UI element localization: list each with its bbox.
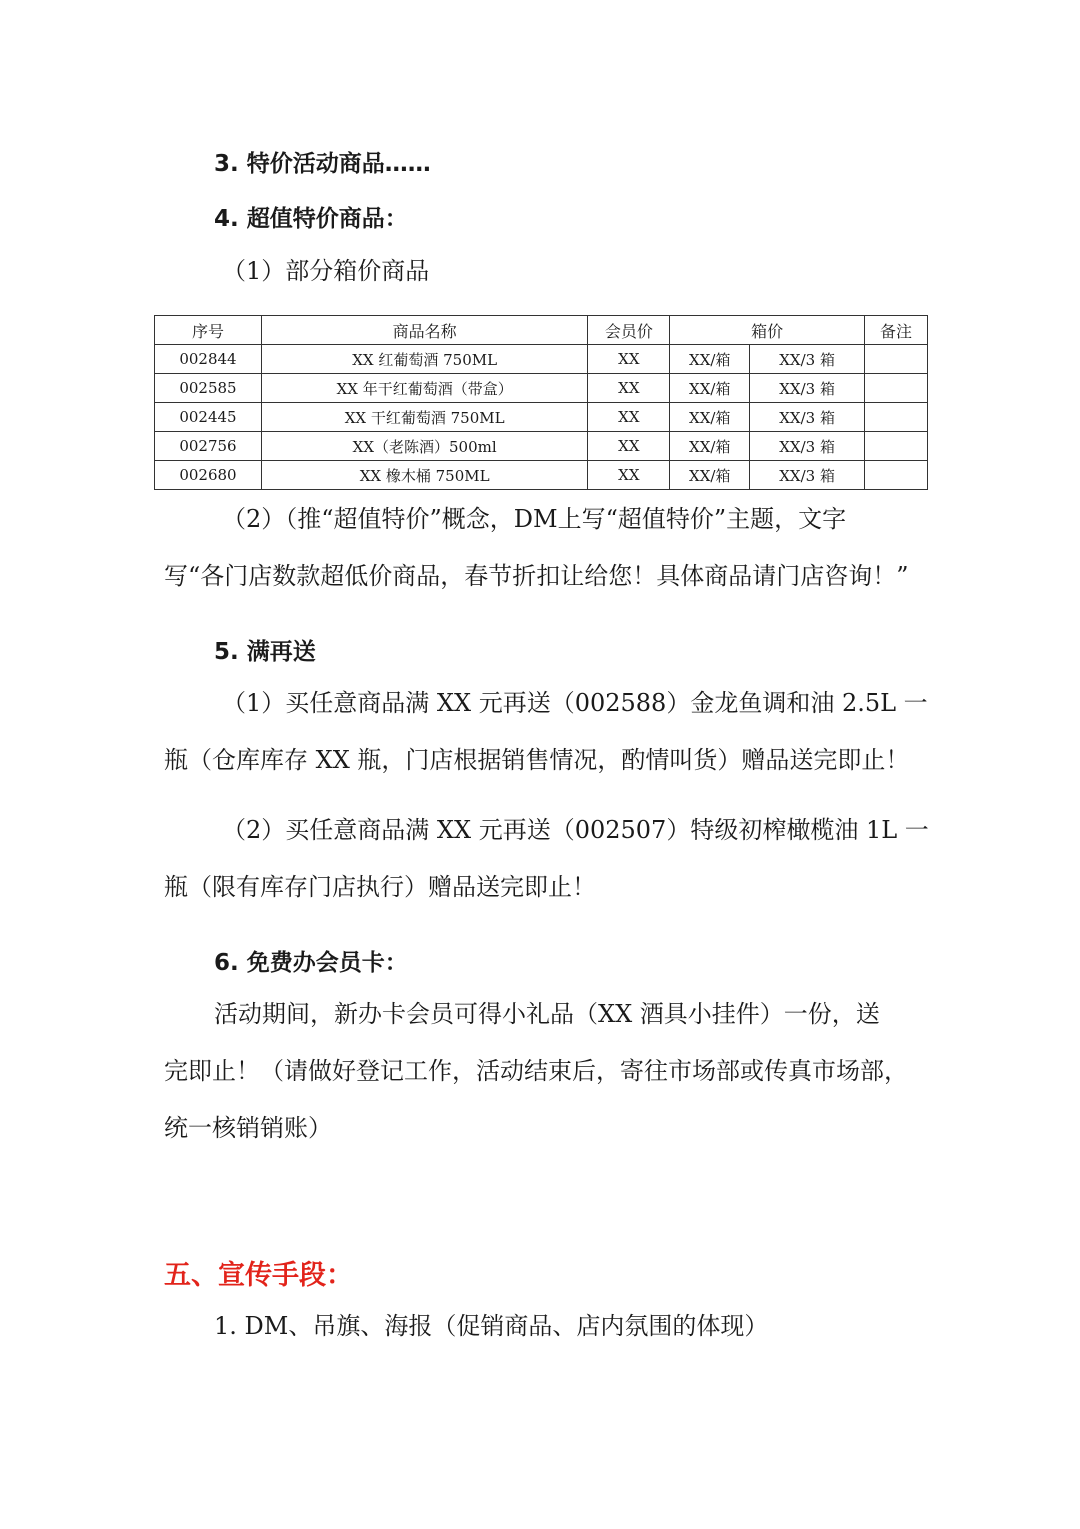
cell-member-price: XX [588, 374, 670, 403]
item-3-title: 3. 特价活动商品…… [214, 151, 431, 177]
cell-box-price: XX/箱 [670, 345, 750, 374]
table-row [155, 403, 928, 432]
table-row [155, 374, 928, 403]
sub-2-line-1: （2）（推“超值特价”概念，DM上写“超值特价”主题，文字 [222, 505, 847, 533]
cell-name: XX 红葡萄酒 750ML [261, 345, 588, 374]
cell-remarks [865, 403, 928, 432]
cell-serial: 002445 [155, 403, 262, 432]
cell-box-price: XX/箱 [670, 374, 750, 403]
box-price-table [154, 315, 928, 490]
sub-2-line-2: 写“各门店数款超低价商品，春节折扣让给您！具体商品请门店咨询！” [164, 562, 909, 590]
cell-remarks [865, 345, 928, 374]
item-6-line-3: 统一核销销账） [164, 1114, 332, 1142]
item-5-p2-line-1: （2）买任意商品满 XX 元再送（002507）特级初榨橄榄油 1L 一 [222, 816, 929, 844]
table-row [155, 461, 928, 490]
cell-box3-price: XX/3 箱 [750, 374, 865, 403]
item-6-line-2: 完即止！（请做好登记工作，活动结束后，寄往市场部或传真市场部， [164, 1057, 908, 1085]
cell-member-price: XX [588, 403, 670, 432]
item-5-title: 5. 满再送 [214, 639, 316, 665]
section-5-heading: 五、宣传手段： [164, 1260, 353, 1291]
cell-box3-price: XX/3 箱 [750, 345, 865, 374]
section-5-item-1: 1. DM、吊旗、海报（促销商品、店内氛围的体现） [214, 1312, 769, 1340]
item-5-p1-line-1: （1）买任意商品满 XX 元再送（002588）金龙鱼调和油 2.5L 一 [222, 689, 928, 717]
table-row [155, 345, 928, 374]
header-remarks: 备注 [865, 316, 928, 345]
cell-name: XX 年干红葡萄酒（带盒） [261, 374, 588, 403]
item-5-p2-line-2: 瓶（限有库存门店执行）赠品送完即止！ [164, 873, 596, 901]
cell-box-price: XX/箱 [670, 432, 750, 461]
header-product-name: 商品名称 [261, 316, 588, 345]
cell-name: XX（老陈酒）500ml [261, 432, 588, 461]
header-box-price: 箱价 [670, 316, 865, 345]
header-serial: 序号 [155, 316, 262, 345]
cell-member-price: XX [588, 461, 670, 490]
item-4-title: 4. 超值特价商品： [214, 206, 408, 232]
cell-box3-price: XX/3 箱 [750, 403, 865, 432]
cell-serial: 002680 [155, 461, 262, 490]
cell-member-price: XX [588, 345, 670, 374]
table-header-row [155, 316, 928, 345]
cell-serial: 002844 [155, 345, 262, 374]
cell-serial: 002585 [155, 374, 262, 403]
cell-box3-price: XX/3 箱 [750, 432, 865, 461]
table-row [155, 432, 928, 461]
cell-name: XX 橡木桶 750ML [261, 461, 588, 490]
cell-serial: 002756 [155, 432, 262, 461]
item-5-p1-line-2: 瓶（仓库库存 XX 瓶，门店根据销售情况，酌情叫货）赠品送完即止！ [164, 746, 910, 774]
cell-box-price: XX/箱 [670, 403, 750, 432]
cell-box-price: XX/箱 [670, 461, 750, 490]
cell-name: XX 干红葡萄酒 750ML [261, 403, 588, 432]
cell-member-price: XX [588, 432, 670, 461]
cell-remarks [865, 374, 928, 403]
sub-1-title: （1）部分箱价商品 [222, 257, 430, 285]
cell-box3-price: XX/3 箱 [750, 461, 865, 490]
header-member-price: 会员价 [588, 316, 670, 345]
cell-remarks [865, 432, 928, 461]
cell-remarks [865, 461, 928, 490]
item-6-line-1: 活动期间，新办卡会员可得小礼品（XX 酒具小挂件）一份，送 [214, 1000, 880, 1028]
item-6-title: 6. 免费办会员卡： [214, 950, 408, 976]
